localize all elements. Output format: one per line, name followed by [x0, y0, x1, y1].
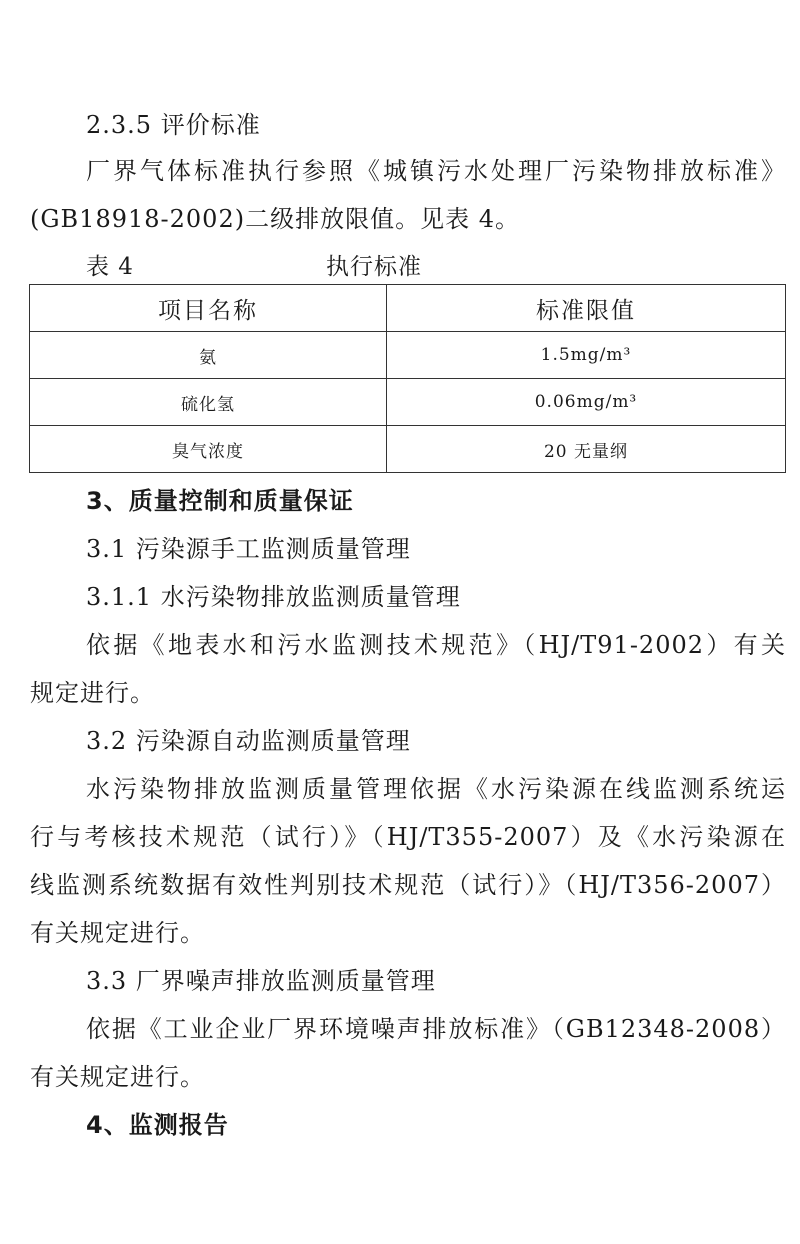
table-cell-item: 硫化氢 [30, 379, 387, 426]
table-cell-item: 氨 [30, 332, 387, 379]
section-3-2-paragraph-line-1: 水污染物排放监测质量管理依据《水污染源在线监测系统运 [86, 775, 786, 803]
section-3-2-heading: 3.2 污染源自动监测质量管理 [86, 727, 411, 755]
section-3-3-paragraph-line-1: 依据《工业企业厂界环境噪声排放标准》（GB12348-2008） [86, 1015, 786, 1043]
table-row [30, 379, 786, 426]
table-cell-limit: 20 无量纲 [387, 426, 786, 473]
section-3-1-1-paragraph-line-2: 规定进行。 [30, 679, 155, 707]
section-2-3-5-heading: 2.3.5 评价标准 [86, 111, 261, 139]
section-3-1-1-heading: 3.1.1 水污染物排放监测质量管理 [86, 583, 461, 611]
section-3-heading: 3、质量控制和质量保证 [86, 487, 354, 515]
section-3-3-heading: 3.3 厂界噪声排放监测质量管理 [86, 967, 436, 995]
section-3-1-1-paragraph-line-1: 依据《地表水和污水监测技术规范》（HJ/T91-2002）有关 [86, 631, 786, 659]
section-2-3-5-paragraph-line-1: 厂界气体标准执行参照《城镇污水处理厂污染物排放标准》 [86, 157, 786, 185]
table-cell-item: 臭气浓度 [30, 426, 387, 473]
standards-table [29, 284, 786, 473]
section-3-2-paragraph-line-4: 有关规定进行。 [30, 919, 205, 947]
table-row [30, 332, 786, 379]
section-2-3-5-paragraph-line-2: (GB18918-2002)二级排放限值。见表 4。 [30, 205, 520, 233]
table-cell-limit: 0.06mg/m³ [387, 379, 786, 426]
section-3-2-paragraph-line-2: 行与考核技术规范（试行）》（HJ/T355-2007）及《水污染源在 [30, 823, 786, 851]
table-title: 执行标准 [326, 254, 422, 280]
table-row [30, 426, 786, 473]
table-header-limit: 标准限值 [387, 285, 786, 332]
table-cell-limit: 1.5mg/m³ [387, 332, 786, 379]
section-4-heading: 4、监测报告 [86, 1111, 229, 1139]
table-header-row [30, 285, 786, 332]
table-header-item-name: 项目名称 [30, 285, 387, 332]
table-label: 表 4 [86, 254, 134, 280]
section-3-2-paragraph-line-3: 线监测系统数据有效性判别技术规范（试行）》（HJ/T356-2007） [30, 871, 786, 899]
section-3-1-heading: 3.1 污染源手工监测质量管理 [86, 535, 411, 563]
section-3-3-paragraph-line-2: 有关规定进行。 [30, 1063, 205, 1091]
